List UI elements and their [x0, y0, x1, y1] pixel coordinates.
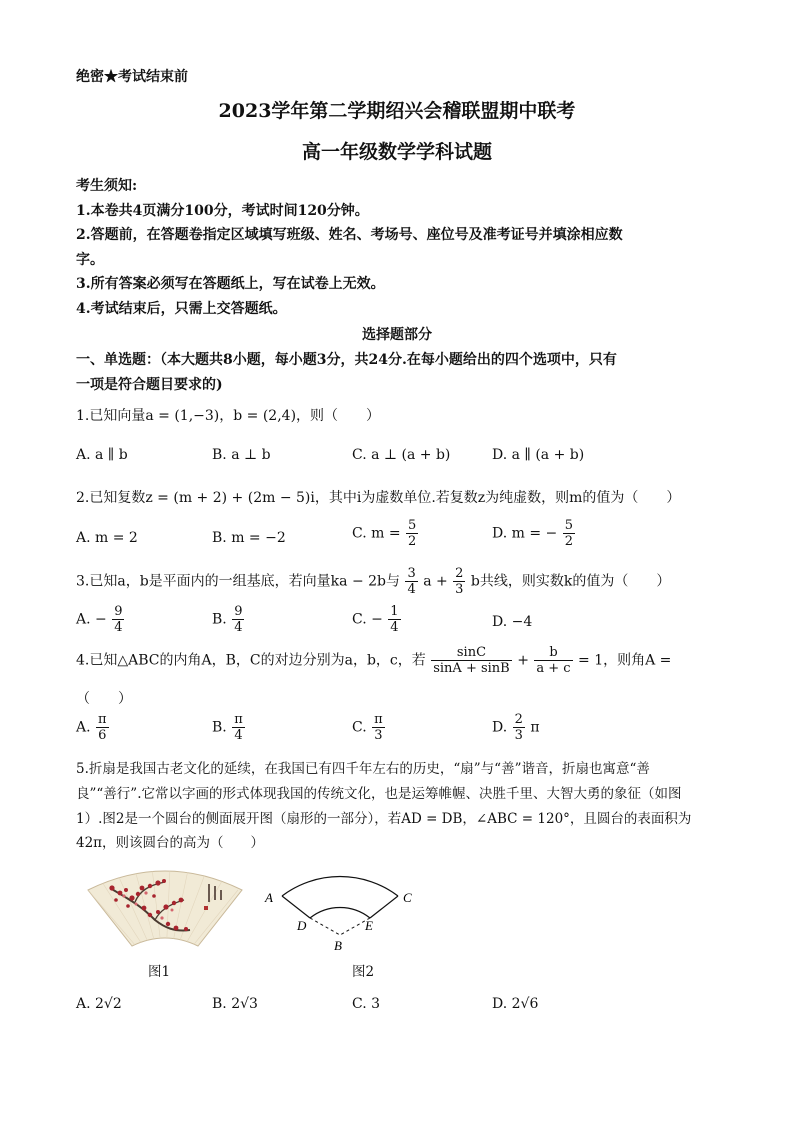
- q4-option-d-label: D.: [492, 719, 508, 736]
- point-a-label: A: [265, 890, 273, 905]
- q3-option-b-fraction: $\frac{9}{4}$: [234, 604, 243, 635]
- q2-option-d: [492, 518, 576, 549]
- notice-item-2-cont: 字。: [76, 252, 104, 268]
- q4-option-b: [212, 712, 246, 743]
- sector-diagram: [255, 848, 425, 958]
- q4-option-a: [76, 712, 110, 743]
- exam-title: 2023学年第二学期绍兴会稽联盟期中联考: [218, 100, 576, 122]
- q4-option-b-label: B.: [212, 719, 227, 736]
- q3-stem-part1: 3.已知a，b是平面内的一组基底，若向量ka − 2b与: [76, 573, 400, 590]
- segment-ce: [370, 896, 398, 918]
- q3-option-a-fraction: $\frac{9}{4}$: [114, 604, 123, 635]
- q4-option-c: [352, 712, 386, 743]
- q3-stem-part2: a +: [423, 573, 448, 590]
- q2-option-c: [352, 518, 419, 549]
- notice-item-3: 3.所有答案必须写在答题纸上，写在试卷上无效。: [76, 276, 385, 292]
- q3-option-c-label: C. −: [352, 611, 383, 628]
- q2-option-b: B. m = −2: [212, 530, 286, 546]
- q4-fraction-1: $\frac{\sin C}{\sin A + \sin B}$: [433, 645, 510, 676]
- q3-stem-part3: b共线，则实数k的值为（ ）: [470, 573, 671, 590]
- notice-heading: 考生须知:: [76, 178, 138, 194]
- q4-option-a-label: A.: [76, 719, 91, 736]
- secret-label: 绝密★考试结束前: [76, 69, 188, 85]
- q4-plus: +: [517, 652, 529, 669]
- q4-option-c-fraction: $\frac{\pi}{3}$: [374, 712, 383, 743]
- point-b-label: B: [334, 938, 342, 953]
- q4-option-b-fraction: $\frac{\pi}{4}$: [234, 712, 243, 743]
- q3-stem: [76, 566, 670, 597]
- q3-option-b-label: B.: [212, 611, 227, 628]
- q4-option-a-fraction: $\frac{\pi}{6}$: [98, 712, 107, 743]
- q4-fraction-2: $\frac{b}{a + c}$: [536, 645, 571, 676]
- section-title: 选择题部分: [362, 327, 432, 343]
- q4-option-d-fraction: $\frac{2}{3}$: [514, 712, 523, 743]
- q5-option-a: A. 2√2: [76, 996, 122, 1012]
- q3-option-a: [76, 604, 125, 635]
- notice-item-4: 4.考试结束后，只需上交答题纸。: [76, 301, 287, 317]
- q4-stem: [76, 645, 671, 676]
- q2-option-d-label: D. m = −: [492, 525, 558, 542]
- q3-option-d: D. −4: [492, 614, 533, 630]
- q3-fraction-2: $\frac{2}{3}$: [455, 566, 464, 597]
- q2-option-a: A. m = 2: [76, 530, 138, 546]
- figure-2-caption: 图2: [352, 964, 375, 980]
- point-e-label: E: [365, 918, 373, 933]
- part1-instructions-cont: 一项是符合题目要求的): [76, 377, 223, 393]
- notice-item-1: 1.本卷共4页满分100分，考试时间120分钟。: [76, 203, 369, 219]
- q2-option-c-fraction: $\frac{5}{2}$: [408, 518, 417, 549]
- q5-option-b: B. 2√3: [212, 996, 258, 1012]
- q1-stem: 1.已知向量a = (1,−3)，b = (2,4)，则（ ）: [76, 408, 381, 424]
- q2-option-c-label: C. m =: [352, 525, 401, 542]
- point-c-label: C: [403, 890, 412, 905]
- q1-option-a: A. a ∥ b: [76, 447, 128, 463]
- q3-option-b: [212, 604, 245, 635]
- q3-fraction-1: $\frac{3}{4}$: [407, 566, 416, 597]
- segment-db-dashed: [310, 918, 340, 935]
- point-d-label: D: [297, 918, 307, 933]
- exam-subtitle: 高一年级数学学科试题: [301, 141, 492, 163]
- q5-stem-line2: 良”“善行”.它常以字画的形式体现我国的传统文化，也是运筹帷幄、决胜千里、大智大勇的象征（如图: [76, 786, 682, 802]
- q4-stem-part1: 4.已知△ABC的内角A，B，C的对边分别为a，b，c，若: [76, 652, 426, 669]
- notice-item-2: 2.答题前，在答题卷指定区域填写班级、姓名、考场号、座位号及准考证号并填涂相应数: [76, 227, 623, 243]
- fan-painting-figure: [80, 860, 250, 950]
- q4-stem-part2: = 1，则角A =: [578, 652, 672, 669]
- q3-option-c: [352, 604, 402, 635]
- part1-instructions: 一、单选题：（本大题共8小题，每小题3分，共24分.在每小题给出的四个选项中，只有: [76, 352, 617, 368]
- q1-option-b: B. a ⊥ b: [212, 447, 271, 463]
- outer-arc: [282, 876, 398, 896]
- q4-option-d: [492, 712, 540, 743]
- q4-option-d-pi: π: [530, 719, 540, 736]
- figure-1-caption: 图1: [148, 964, 171, 980]
- q5-option-c: C. 3: [352, 996, 381, 1012]
- q1-option-c: C. a ⊥ (a + b): [352, 447, 451, 463]
- inner-arc: [310, 907, 370, 918]
- q1-option-d: D. a ∥ (a + b): [492, 447, 585, 463]
- q4-option-c-label: C.: [352, 719, 367, 736]
- q2-option-d-fraction: $\frac{5}{2}$: [564, 518, 573, 549]
- q3-option-a-label: A. −: [76, 611, 107, 628]
- q5-option-d: D. 2√6: [492, 996, 539, 1012]
- segment-ad: [282, 896, 310, 918]
- q5-stem-line3: 1）.图2是一个圆台的侧面展开图（扇形的一部分），若AD = DB，∠ABC = 120°，且圆台的表面积为: [76, 811, 692, 827]
- q3-option-c-fraction: $\frac{1}{4}$: [390, 604, 399, 635]
- q4-answer-blank: （ ）: [76, 691, 132, 707]
- q5-stem-line1: 5.折扇是我国古老文化的延续，在我国已有四千年左右的历史，“扇”与“善”谐音，折扇也寓意“善: [76, 761, 650, 777]
- q5-stem-line4: 42π，则该圆台的高为（ ）: [76, 835, 265, 851]
- q2-stem: 2.已知复数z = (m + 2) + (2m − 5)i，其中i为虚数单位.若复数z为纯虚数，则m的值为（ ）: [76, 490, 681, 506]
